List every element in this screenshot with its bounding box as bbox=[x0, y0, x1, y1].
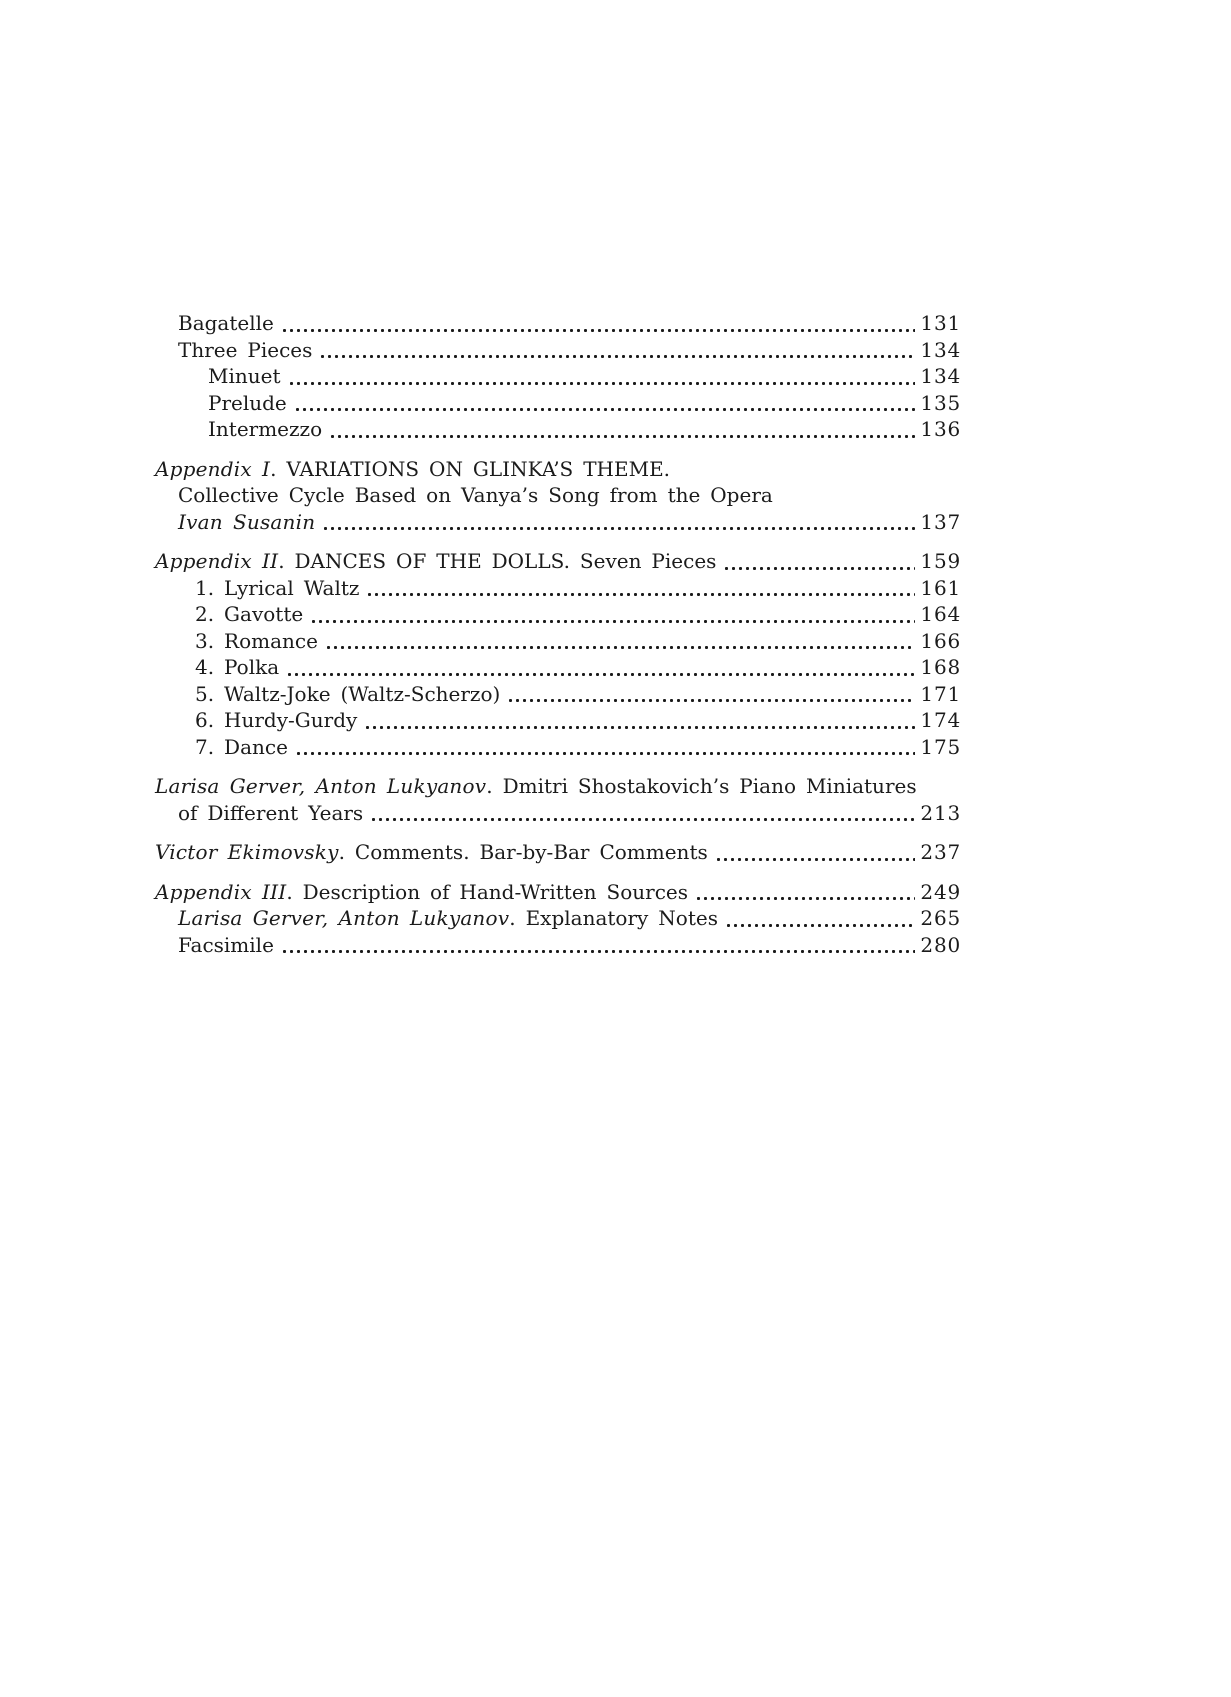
toc-entry-text-regular: Three Pieces bbox=[178, 337, 313, 362]
dot-leader bbox=[723, 566, 915, 571]
toc-entry-text bbox=[195, 575, 359, 602]
page-number: 213 bbox=[920, 800, 961, 825]
toc-entry-text-regular: of Different Years bbox=[178, 800, 364, 825]
page-number: 159 bbox=[920, 549, 961, 573]
toc-entry bbox=[155, 456, 961, 483]
toc-entry bbox=[155, 337, 961, 364]
table-of-contents bbox=[155, 310, 961, 958]
toc-entry-text-italic: Appendix II bbox=[155, 549, 279, 573]
page-number: 136 bbox=[920, 417, 961, 441]
toc-entry-text bbox=[155, 456, 670, 483]
toc-entry-text bbox=[178, 482, 773, 509]
toc-entry-text bbox=[178, 905, 718, 932]
toc-entry-text bbox=[178, 932, 274, 959]
page-number: 171 bbox=[920, 681, 961, 706]
page-number: 249 bbox=[920, 879, 961, 904]
page-number: 134 bbox=[920, 364, 961, 388]
toc-entry bbox=[155, 932, 961, 959]
toc-entry-text-regular: . VARIATIONS ON GLINKA’S THEME. bbox=[270, 456, 671, 481]
toc-entry-text bbox=[155, 879, 688, 906]
toc-entry-text bbox=[155, 773, 917, 800]
toc-entry-text bbox=[195, 734, 288, 761]
page-number: 161 bbox=[920, 575, 961, 600]
toc-entry-text bbox=[208, 416, 322, 443]
toc-entry bbox=[155, 628, 961, 655]
dot-leader bbox=[281, 328, 916, 333]
toc-entry-text-regular: 7. Dance bbox=[195, 734, 288, 759]
dot-leader bbox=[364, 725, 915, 730]
toc-entry-text bbox=[155, 839, 708, 866]
dot-leader bbox=[325, 645, 915, 650]
toc-entry bbox=[155, 734, 961, 761]
toc-entry-text bbox=[178, 800, 363, 827]
toc-entry-text bbox=[195, 628, 318, 655]
dot-leader bbox=[370, 817, 915, 822]
toc-entry-text-regular: . DANCES OF THE DOLLS. Seven Pieces bbox=[278, 549, 717, 573]
toc-entry-text bbox=[155, 548, 716, 575]
dot-leader bbox=[329, 434, 915, 439]
page-number: 134 bbox=[920, 337, 961, 362]
toc-entry-text-italic: Larisa Gerver, Anton Lukyanov bbox=[155, 774, 487, 798]
toc-entry bbox=[155, 575, 961, 602]
dot-leader bbox=[295, 751, 916, 756]
toc-entry-text-italic: Appendix I bbox=[155, 456, 271, 481]
page-number: 280 bbox=[920, 932, 961, 957]
toc-entry-text bbox=[178, 337, 312, 364]
toc-entry-text-regular: Prelude bbox=[208, 390, 287, 415]
toc-entry-text bbox=[195, 654, 279, 681]
toc-entry-text-regular: 2. Gavotte bbox=[195, 602, 304, 626]
toc-entry bbox=[155, 800, 961, 827]
toc-entry-text-regular: Collective Cycle Based on Vanya’s Song from the Opera bbox=[178, 483, 773, 507]
page-number: 131 bbox=[920, 311, 961, 335]
toc-entry-text bbox=[208, 363, 281, 390]
toc-entry-text-regular: Intermezzo bbox=[208, 417, 323, 441]
dot-leader bbox=[281, 949, 916, 954]
page-number: 174 bbox=[920, 708, 961, 732]
toc-entry-text-regular: 1. Lyrical Waltz bbox=[195, 575, 360, 600]
toc-entry bbox=[155, 681, 961, 708]
toc-entry-text-italic: Appendix III bbox=[155, 879, 287, 904]
toc-entry-text-regular: Bagatelle bbox=[178, 311, 274, 335]
dot-leader bbox=[288, 381, 916, 386]
page-number: 265 bbox=[920, 906, 961, 930]
toc-entry-text bbox=[195, 601, 303, 628]
toc-entry-text-regular: Facsimile bbox=[178, 932, 274, 957]
dot-leader bbox=[310, 619, 915, 624]
toc-entry-text bbox=[178, 509, 315, 536]
toc-entry bbox=[155, 548, 961, 575]
dot-leader bbox=[319, 354, 915, 359]
toc-entry-text bbox=[178, 310, 274, 337]
toc-entry-text-regular: . Description of Hand-Written Sources bbox=[286, 879, 688, 904]
toc-entry-text-regular: . Dmitri Shostakovich’s Piano Miniatures bbox=[486, 774, 917, 798]
dot-leader bbox=[366, 592, 915, 597]
toc-entry-text-regular: . Comments. Bar-by-Bar Comments bbox=[338, 840, 708, 864]
toc-entry-text bbox=[195, 707, 357, 734]
toc-entry-text-regular: 5. Waltz-Joke (Waltz-Scherzo) bbox=[195, 681, 501, 706]
toc-entry bbox=[155, 482, 961, 509]
toc-entry-text-regular: . Explanatory Notes bbox=[509, 906, 718, 930]
toc-entry-text-regular: 6. Hurdy-Gurdy bbox=[195, 708, 358, 732]
page-number: 175 bbox=[920, 734, 961, 759]
toc-entry bbox=[155, 879, 961, 906]
page-number: 137 bbox=[920, 509, 961, 534]
toc-entry-text bbox=[195, 681, 500, 708]
dot-leader bbox=[725, 923, 915, 928]
page-number: 166 bbox=[920, 628, 961, 653]
dot-leader bbox=[507, 698, 915, 703]
toc-entry bbox=[155, 601, 961, 628]
toc-entry-text-italic: Ivan Susanin bbox=[178, 509, 316, 534]
toc-entry-text-italic: Larisa Gerver, Anton Lukyanov bbox=[178, 906, 510, 930]
toc-entry bbox=[155, 509, 961, 536]
toc-entry-text bbox=[208, 390, 287, 417]
toc-entry bbox=[155, 390, 961, 417]
page-number: 135 bbox=[920, 390, 961, 415]
toc-entry bbox=[155, 905, 961, 932]
toc-entry bbox=[155, 654, 961, 681]
page-number: 237 bbox=[920, 840, 961, 864]
toc-entry bbox=[155, 839, 961, 866]
dot-leader bbox=[322, 526, 915, 531]
toc-entry bbox=[155, 310, 961, 337]
dot-leader bbox=[715, 857, 916, 862]
toc-entry bbox=[155, 363, 961, 390]
toc-entry-text-regular: 3. Romance bbox=[195, 628, 318, 653]
dot-leader bbox=[695, 896, 915, 901]
dot-leader bbox=[286, 672, 915, 677]
toc-entry bbox=[155, 707, 961, 734]
toc-entry bbox=[155, 416, 961, 443]
toc-entry-text-regular: 4. Polka bbox=[195, 655, 280, 679]
page-number: 164 bbox=[920, 602, 961, 626]
dot-leader bbox=[294, 407, 916, 412]
toc-entry bbox=[155, 773, 961, 800]
page-number: 168 bbox=[920, 655, 961, 679]
toc-entry-text-italic: Victor Ekimovsky bbox=[155, 840, 339, 864]
toc-entry-text-regular: Minuet bbox=[208, 364, 281, 388]
